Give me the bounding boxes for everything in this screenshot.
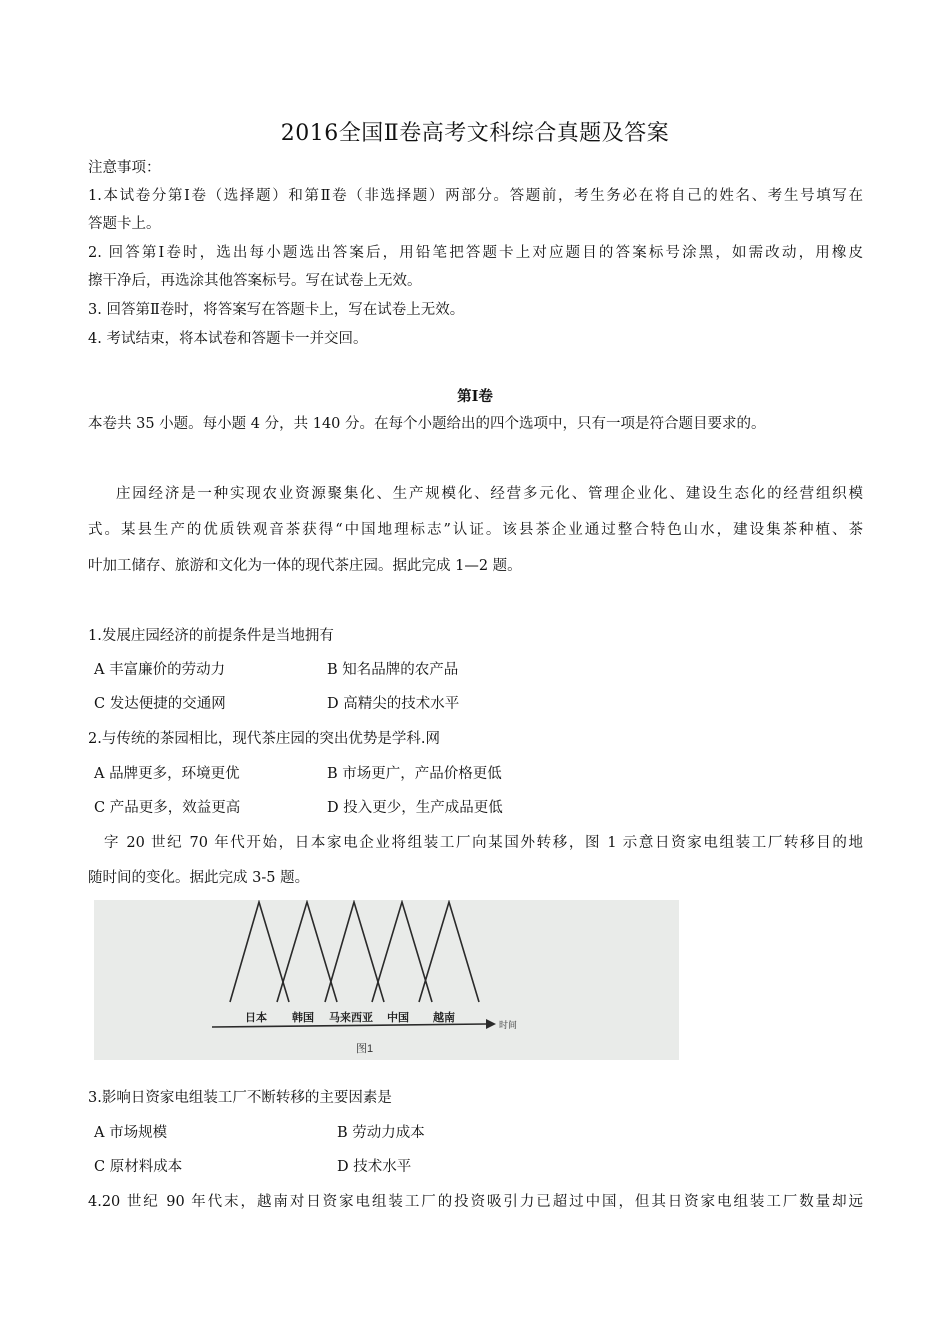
passage1-line3: 叶加工储存、旅游和文化为一体的现代茶庄园。据此完成 1—2 题。: [88, 558, 522, 574]
notice-item-2-line1: 2. 回答第Ⅰ卷时，选出每小题选出答案后，用铅笔把答题卡上对应题目的答案标号涂黑，如需改动，用橡皮: [88, 245, 863, 261]
q1-stem: 1.发展庄园经济的前提条件是当地拥有: [88, 628, 334, 644]
label-korea: 韩国: [292, 1012, 314, 1024]
page-title: 2016全国Ⅱ卷高考文科综合真题及答案: [280, 121, 670, 146]
axis-label-time: 时间: [499, 1020, 518, 1030]
q3-option-a: A 市场规模: [94, 1125, 168, 1141]
notice-item-3: 3. 回答第Ⅱ卷时，将答案写在答题卡上，写在试卷上无效。: [88, 302, 465, 318]
section-title: 第Ⅰ卷: [457, 388, 493, 405]
q2-option-d: D 投入更少，生产成品更低: [327, 800, 503, 816]
label-vietnam: 越南: [433, 1012, 455, 1024]
q2-stem: 2.与传统的茶园相比，现代茶庄园的突出优势是学科.网: [88, 731, 440, 747]
figure-1: [94, 900, 679, 1060]
notice-item-1-line1: 1.本试卷分第Ⅰ卷（选择题）和第Ⅱ卷（非选择题）两部分。答题前，考生务必在将自己的姓名、考生号填写在: [88, 188, 863, 204]
curve-korea: [277, 902, 337, 1002]
passage2-line2: 随时间的变化。据此完成 3-5 题。: [88, 870, 310, 886]
label-malaysia: 马来西亚: [329, 1012, 373, 1024]
q1-option-a: A 丰富廉价的劳动力: [94, 662, 226, 678]
q3-option-c: C 原材料成本: [94, 1159, 183, 1175]
time-axis: [212, 1024, 486, 1027]
notice-item-1-line2: 答题卡上。: [88, 216, 161, 232]
q2-option-a: A 品牌更多，环境更优: [94, 766, 240, 782]
q3-option-b: B 劳动力成本: [337, 1125, 425, 1141]
q4-stem: 4.20 世纪 90 年代末，越南对日资家电组装工厂的投资吸引力已超过中国，但其日资家电组装工厂数量却远: [88, 1194, 863, 1210]
notice-heading: 注意事项：: [88, 160, 161, 176]
figure-1-diagram: [94, 900, 679, 1060]
q3-stem: 3.影响日资家电组装工厂不断转移的主要因素是: [88, 1090, 392, 1106]
curve-japan: [230, 902, 289, 1002]
section-intro: 本卷共 35 小题。每小题 4 分，共 140 分。在每个小题给出的四个选项中，只有一项是符合题目要求的。: [88, 416, 766, 432]
q1-option-d: D 高精尖的技术水平: [327, 696, 460, 712]
notice-item-4: 4. 考试结束，将本试卷和答题卡一并交回。: [88, 331, 368, 347]
passage1-line2: 式。某县生产的优质铁观音茶获得“中国地理标志”认证。该县茶企业通过整合特色山水，建设集茶种植、茶: [88, 522, 863, 538]
curve-malaysia: [325, 902, 384, 1002]
q3-option-d: D 技术水平: [337, 1159, 412, 1175]
notice-item-2-line2: 擦干净后，再选涂其他答案标号。写在试卷上无效。: [88, 273, 422, 289]
passage1-line1: 庄园经济是一种实现农业资源聚集化、生产规模化、经营多元化、管理企业化、建设生态化的经营组织模: [116, 486, 863, 502]
time-axis-arrow: [486, 1019, 496, 1029]
label-china: 中国: [387, 1012, 409, 1024]
q2-option-b: B 市场更广，产品价格更低: [327, 766, 502, 782]
q1-option-b: B 知名品牌的农产品: [327, 662, 459, 678]
passage2-line1: 字 20 世纪 70 年代开始，日本家电企业将组装工厂向某国外转移，图 1 示意日资家电组装工厂转移目的地: [104, 835, 863, 851]
q2-option-c: C 产品更多，效益更高: [94, 800, 241, 816]
label-japan: 日本: [245, 1012, 267, 1024]
figure-caption: 图1: [356, 1043, 374, 1055]
q1-option-c: C 发达便捷的交通网: [94, 696, 226, 712]
